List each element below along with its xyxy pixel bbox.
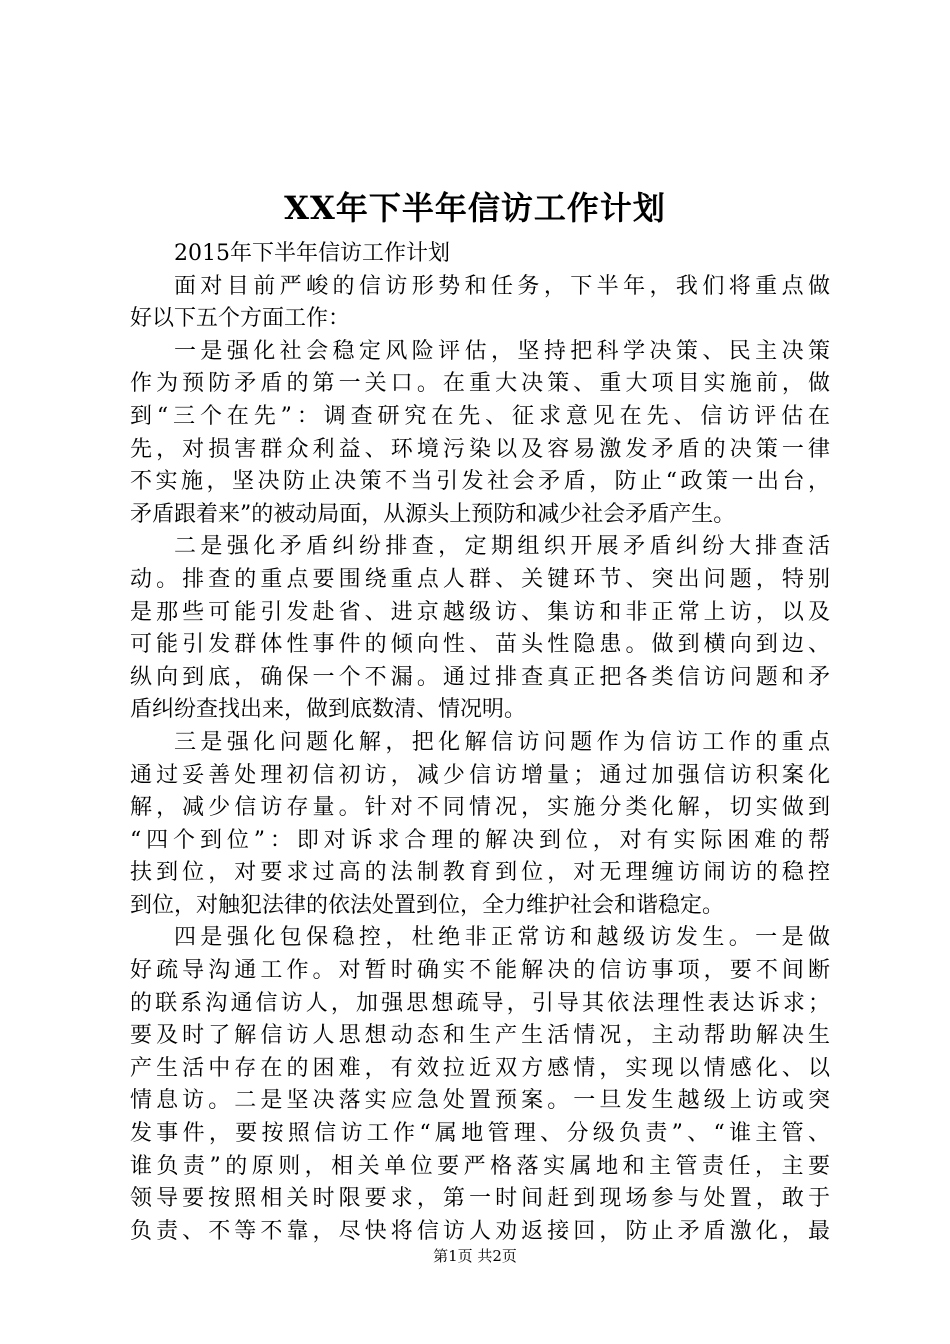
text-line: 通过妥善处理初信初访，减少信访增量；通过加强信访积案化: [130, 762, 830, 788]
text-line: 是那些可能引发赴省、进京越级访、集访和非正常上访，以及: [130, 599, 830, 625]
text-line: 动。排查的重点要围绕重点人群、关键环节、突出问题，特别: [130, 566, 830, 592]
text-line: 盾纠纷查找出来，做到底数清、情况明。: [130, 697, 527, 723]
text-line: 要及时了解信访人思想动态和生产生活情况，主动帮助解决生: [130, 1023, 830, 1049]
text-line: 扶到位，对要求过高的法制教育到位，对无理缠访闹访的稳控: [130, 860, 830, 886]
text-line: 矛盾跟着来”的被动局面，从源头上预防和减少社会矛盾产生。: [130, 501, 736, 527]
text-line: 先，对损害群众利益、环境污染以及容易激发矛盾的决策一律: [130, 436, 830, 462]
text-line: 到位，对触犯法律的依法处置到位，全力维护社会和谐稳定。: [130, 892, 725, 918]
text-line: 到“三个在先”：调查研究在先、征求意见在先、信访评估在: [130, 403, 830, 429]
text-line: 情息访。二是坚决落实应急处置预案。一旦发生越级上访或突: [130, 1088, 830, 1114]
text-line: 领导要按照相关时限要求，第一时间赶到现场参与处置，敢于: [130, 1186, 830, 1212]
text-line: 不实施，坚决防止决策不当引发社会矛盾，防止“政策一出台，: [130, 469, 830, 495]
text-line: 好疏导沟通工作。对暂时确实不能解决的信访事项，要不间断: [130, 958, 830, 984]
text-line: 产生活中存在的困难，有效拉近双方感情，实现以情感化、以: [130, 1055, 830, 1081]
text-line: 发事件，要按照信访工作“属地管理、分级负责”、“谁主管、: [130, 1121, 830, 1147]
text-line: 2015年下半年信访工作计划: [174, 241, 450, 266]
document-body: [130, 238, 830, 1248]
page-number-footer: 第1页 共2页: [433, 1247, 517, 1265]
text-line: 纵向到底，确保一个不漏。通过排查真正把各类信访问题和矛: [130, 664, 830, 690]
document-title: XX年下半年信访工作计划: [284, 189, 666, 227]
text-line: “四个到位”：即对诉求合理的解决到位，对有实际困难的帮: [130, 827, 830, 853]
text-line: 四是强化包保稳控，杜绝非正常访和越级访发生。一是做: [174, 925, 830, 951]
text-line: 好以下五个方面工作：: [130, 306, 351, 332]
text-line: 面对目前严峻的信访形势和任务，下半年，我们将重点做: [174, 273, 830, 299]
text-line: 可能引发群体性事件的倾向性、苗头性隐患。做到横向到边、: [130, 632, 830, 658]
text-line: 谁负责”的原则，相关单位要严格落实属地和主管责任，主要: [130, 1153, 830, 1179]
text-line: 负责、不等不靠，尽快将信访人劝返接回，防止矛盾激化，最: [130, 1218, 830, 1244]
text-line: 三是强化问题化解，把化解信访问题作为信访工作的重点: [174, 729, 830, 755]
text-line: 作为预防矛盾的第一关口。在重大决策、重大项目实施前，做: [130, 371, 830, 397]
text-line: 的联系沟通信访人，加强思想疏导，引导其依法理性表达诉求；: [130, 990, 830, 1016]
text-line: 一是强化社会稳定风险评估，坚持把科学决策、民主决策: [174, 338, 830, 364]
text-line: 解，减少信访存量。针对不同情况，实施分类化解，切实做到: [130, 795, 830, 821]
text-line: 二是强化矛盾纠纷排查，定期组织开展矛盾纠纷大排查活: [174, 534, 830, 560]
